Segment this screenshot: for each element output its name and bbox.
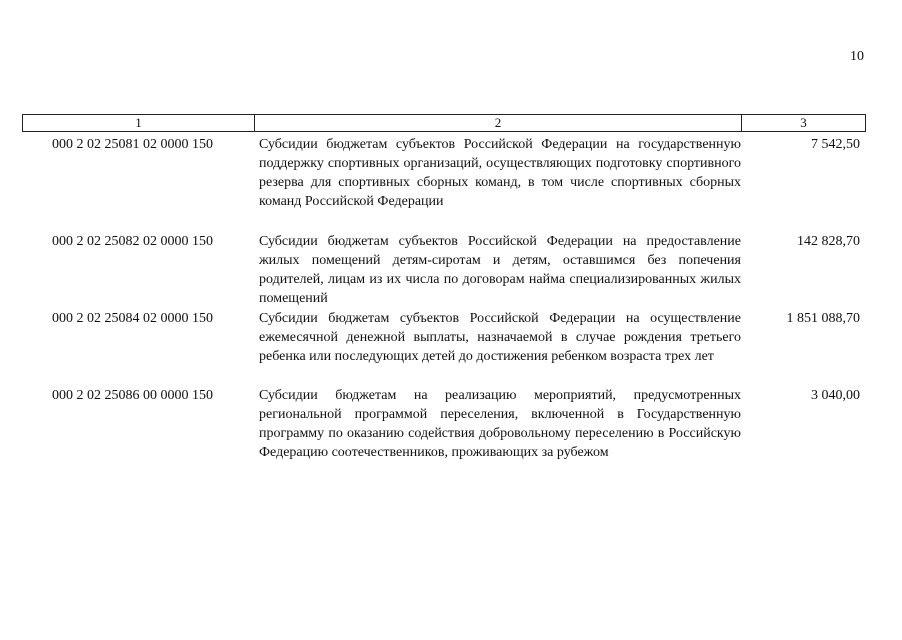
column-header-2: 2 (255, 115, 742, 131)
column-header-3: 3 (800, 115, 807, 130)
row-amount: 1 851 088,70 (786, 311, 860, 326)
table-row (22, 135, 866, 211)
row-amount: 3 040,00 (811, 388, 860, 403)
row-amount: 142 828,70 (797, 234, 860, 249)
budget-code: 000 2 02 25086 00 0000 150 (52, 388, 213, 403)
row-description: Субсидии бюджетам на реализацию мероприятий, предусмотренных региональной программой переселения, включенной в Государственную программу по оказанию содействия добровольному переселению в Российскую Федерацию соотечественников, проживающих за рубежом (259, 388, 741, 460)
budget-code: 000 2 02 25081 02 0000 150 (52, 137, 213, 152)
row-amount: 7 542,50 (811, 137, 860, 152)
budget-code: 000 2 02 25082 02 0000 150 (52, 234, 213, 249)
table-header-row (22, 114, 866, 132)
row-description: Субсидии бюджетам субъектов Российской Федерации на государственную поддержку спортивных организаций, осуществляющих подготовку спортивного резерва для спортивных сборных команд, в том числе спортивных сборных команд Российской Федерации (259, 137, 741, 209)
table-row (22, 386, 866, 462)
budget-code: 000 2 02 25084 02 0000 150 (52, 311, 213, 326)
row-description: Субсидии бюджетам субъектов Российской Федерации на осуществление ежемесячной денежной выплаты, назначаемой в случае рождения третьего ребенка или последующих детей до достижения ребенком возраста трех лет (259, 311, 741, 364)
table-row (22, 232, 866, 308)
page-number: 10 (850, 49, 864, 64)
table-row (22, 309, 866, 366)
row-description: Субсидии бюджетам субъектов Российской Федерации на предоставление жилых помещений детям-сиротам и детям, оставшимся без попечения родителей, лицам из их числа по договорам найма специализированных жилых помещений (259, 234, 741, 306)
column-header-1: 1 (23, 115, 255, 131)
